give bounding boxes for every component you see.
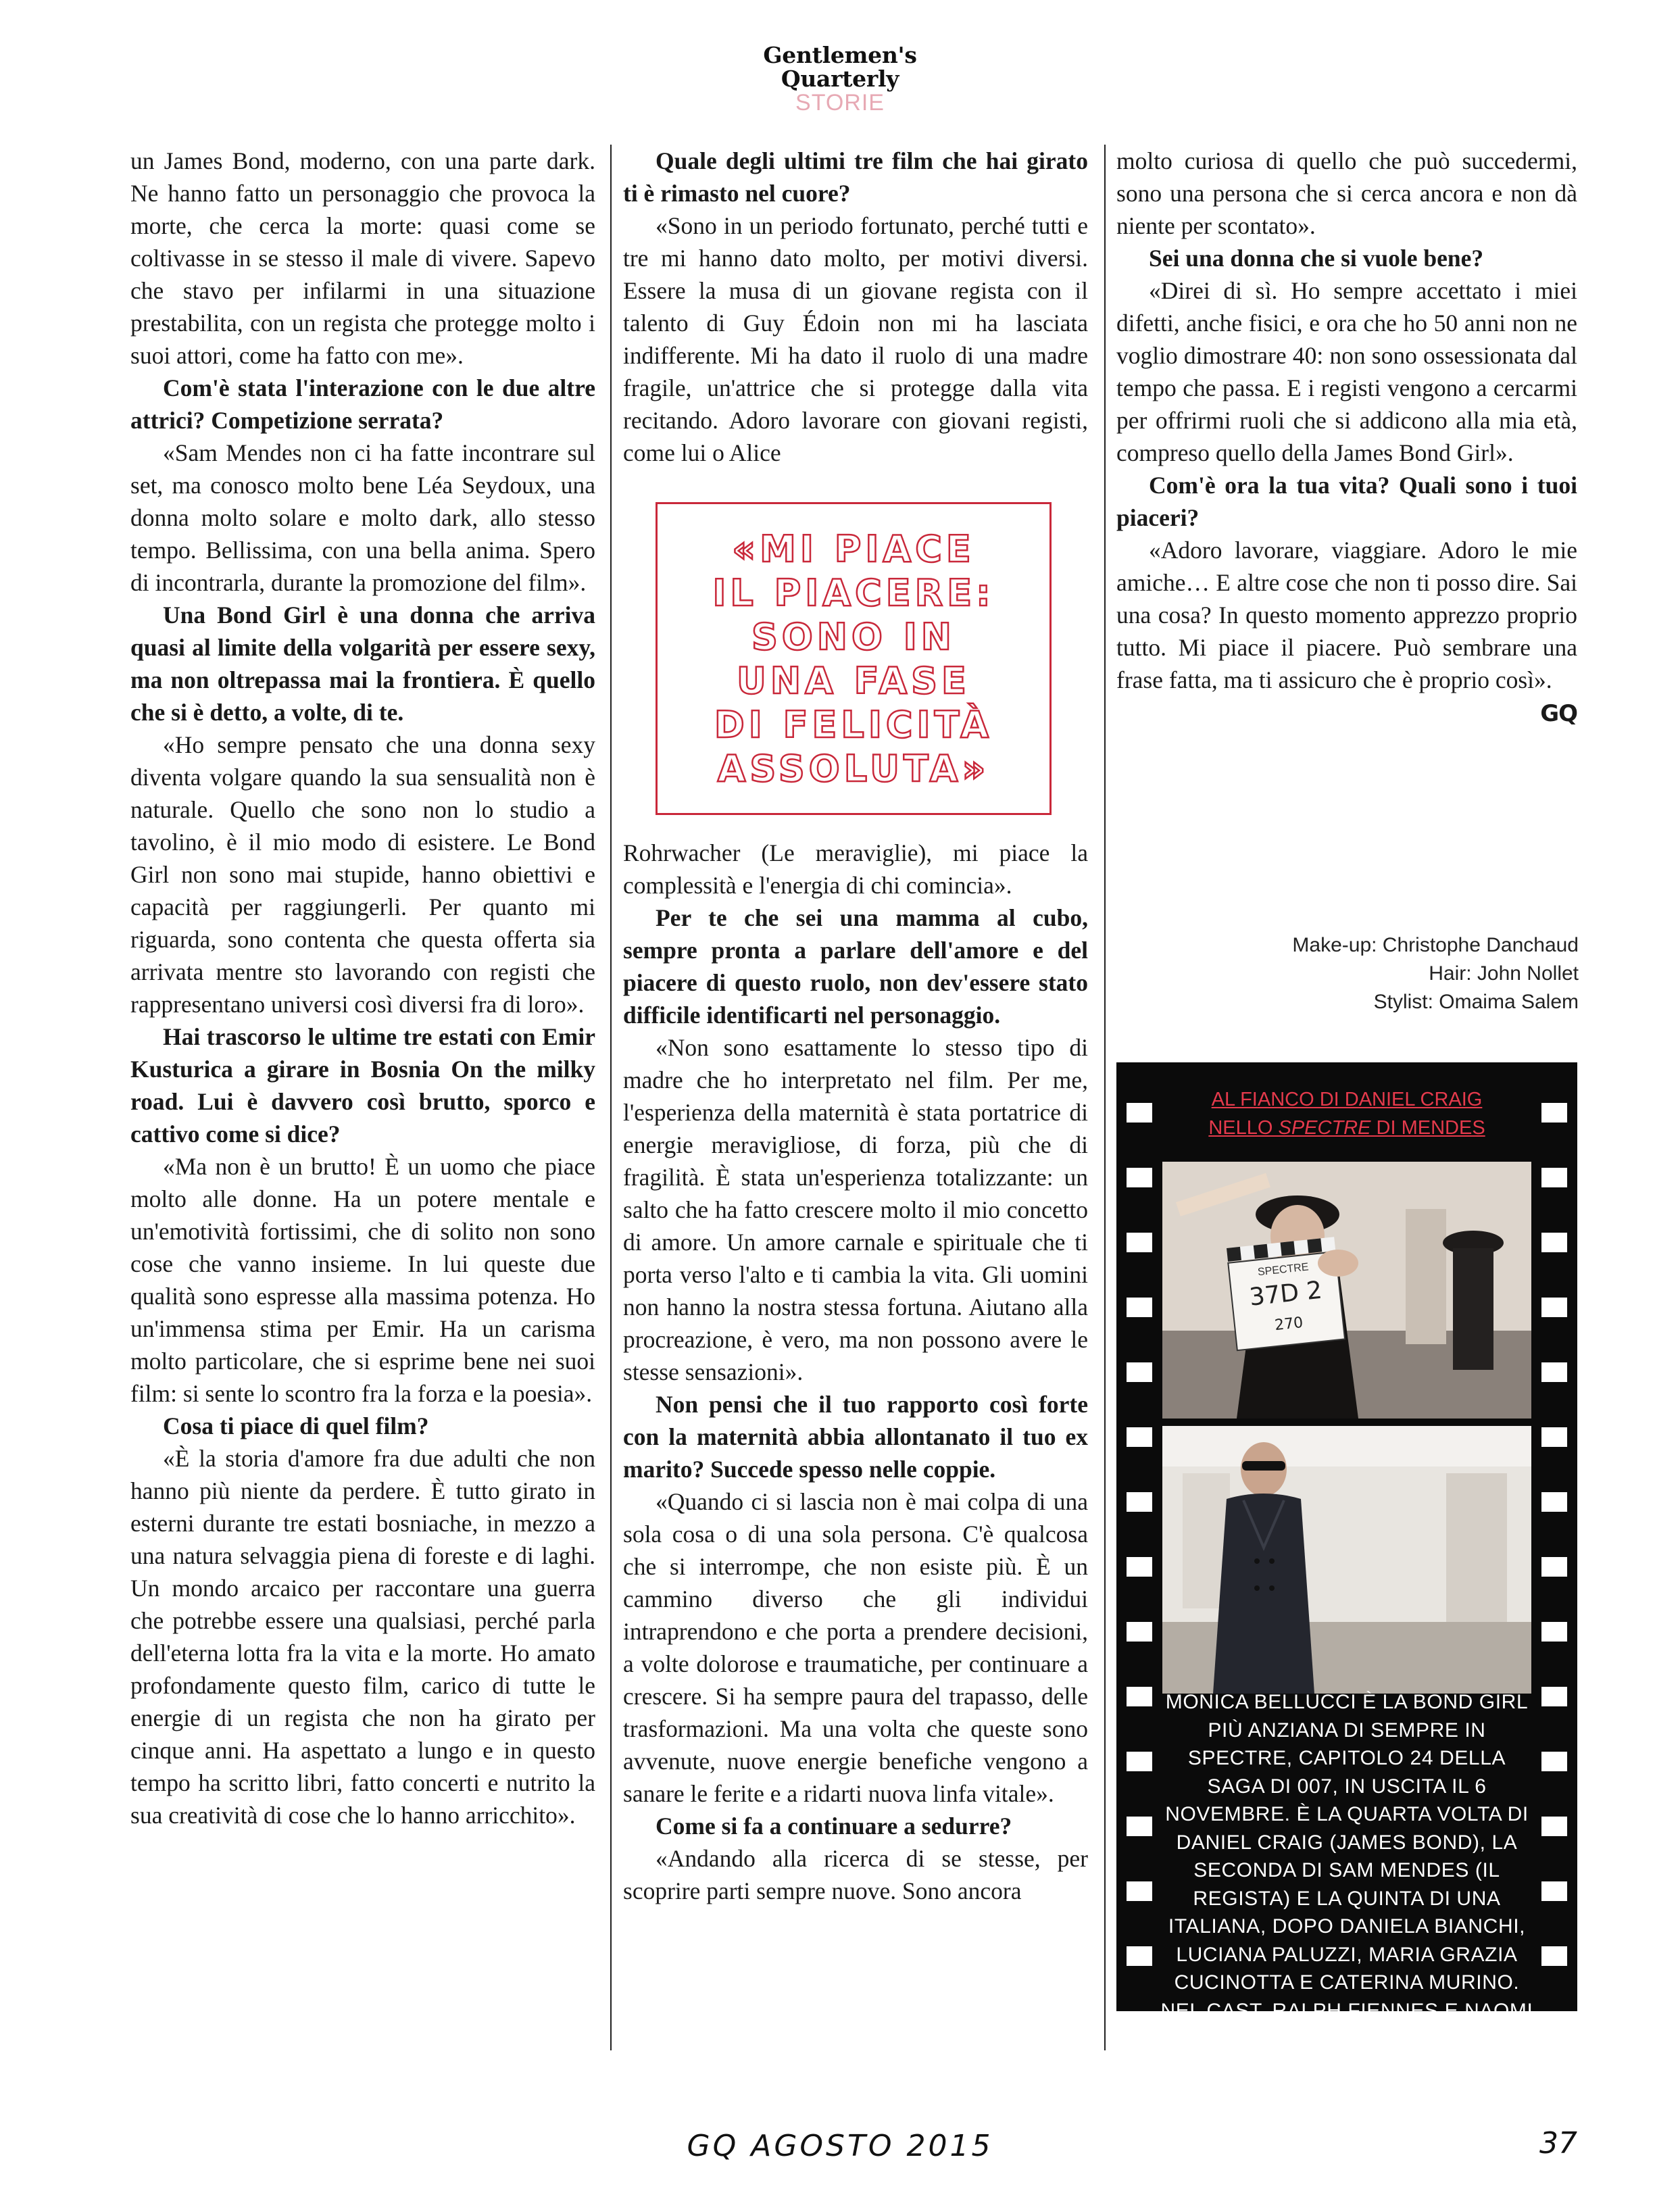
sprocket-hole: [1541, 1233, 1567, 1252]
sprocket-hole: [1541, 1427, 1567, 1447]
sprocket-hole: [1541, 1752, 1567, 1771]
sprocket-hole: [1127, 1557, 1152, 1577]
credit-makeup: Make-up: Christophe Danchaud: [1292, 934, 1579, 956]
sidebar-headline-pre: NELLO: [1208, 1117, 1279, 1139]
article-column-1: [130, 145, 595, 1831]
masthead-line-1: Gentlemen's: [763, 42, 917, 68]
sprocket-hole: [1541, 1817, 1567, 1836]
credit-stylist: Stylist: Omaima Salem: [1373, 991, 1579, 1013]
sidebar-headline-title: SPECTRE: [1278, 1117, 1371, 1139]
sprocket-hole: [1127, 1298, 1152, 1317]
answer: «Sam Mendes non ci ha fatte incontrare sul set, ma conosco molto bene Léa Seydoux, una donna molto solare e molto dark, allo stesso tempo. Bellissima, con una bella anima. Spero di incontrarla, durante la promozione del film».: [130, 439, 595, 596]
sprocket-hole: [1127, 1687, 1152, 1706]
paragraph: Rohrwacher (Le meraviglie), mi piace la complessità e l'energia di chi comincia».: [623, 839, 1088, 899]
sidebar-headline-line-1: AL FIANCO DI DANIEL CRAIG: [1211, 1089, 1483, 1110]
sidebar-caption: MONICA BELLUCCI È LA BOND GIRL PIÙ ANZIANA DI SEMPRE IN SPECTRE, CAPITOLO 24 DELLA SAGA DI 007, IN USCITA IL 6 NOVEMBRE. È LA QUARTA VOLTA DI DANIEL CRAIG (JAMES BOND), LA SECONDA DI SAM MENDES (IL REGISTA) E LA QUINTA DI UNA ITALIANA, DOPO DANIELA BIANCHI, LUCIANA PALUZZI, MARIA GRAZIA CUCINOTTA E CATERINA MURINO. NEL CAST, RALPH FIENNES E NAOMI HARRIS.: [1160, 1691, 1533, 2050]
sprocket-hole: [1541, 1557, 1567, 1577]
paragraph: un James Bond, moderno, con una parte dark. Ne hanno fatto un personaggio che provoca la morte, che cerca la morte: quasi come se coltivasse in se stesso il male di vivere. Sapevo che stavo per infilarmi in una situazione prestabilita, con un regista che protegge molto i suoi attori, come ha fatto con me».: [130, 147, 595, 369]
article-column-2: [623, 145, 1088, 469]
question: Non pensi che il tuo rapporto così forte con la maternità abbia allontanato il tuo ex marito? Succede spesso nelle coppie.: [623, 1391, 1088, 1483]
clapper-title: SPECTRE: [1257, 1261, 1310, 1279]
sprocket-hole: [1127, 1233, 1152, 1252]
question: Sei una donna che si vuole bene?: [1149, 245, 1484, 272]
section-label: STORIE: [795, 90, 885, 116]
article-column-2-continued: [623, 837, 1088, 1907]
answer: «Sono in un periodo fortunato, perché tutti e tre mi hanno dato molto, per motivi diversi. Essere la musa di un giovane regista con il talento di Guy Édoin non mi ha lasciata indifferente. Mi ha dato il ruolo di una madre fragile, un'attrice che si protegge dalla vita recitando. Adoro lavorare con giovani registi, come lui o Alice: [623, 212, 1088, 466]
column-divider-2: [1104, 145, 1106, 2050]
film-strip-sidebar: [1116, 1062, 1577, 2050]
photo-craig-coat: [1162, 1426, 1531, 1694]
article-column-3: [1116, 145, 1577, 730]
sprocket-hole: [1127, 1622, 1152, 1642]
photo-craig-illustration: [1162, 1426, 1531, 1694]
photo-bellucci-clapperboard: [1162, 1162, 1531, 1419]
sprocket-hole: [1541, 1687, 1567, 1706]
sprocket-hole: [1127, 1427, 1152, 1447]
sprocket-hole: [1127, 1168, 1152, 1187]
masthead: [0, 43, 1680, 115]
question: Cosa ti piace di quel film?: [163, 1412, 429, 1439]
answer: «Ho sempre pensato che una donna sexy diventa volgare quando la sua sensualità non è naturale. Quello che sono non lo studio a tavolino, è il mio modo di esistere. Le Bond Girl non sono mai stupide, hanno obiettivi e capacità per raggiungerli. Per quanto mi riguarda, sono contenta che questa offerta sia arrivata mentre sto lavorando con registi che rappresentano universi così diversi fra di loro».: [130, 731, 595, 1018]
sprocket-hole: [1541, 1168, 1567, 1187]
paragraph: molto curiosa di quello che può succedermi, sono una persona che si cerca ancora e non dà niente per scontato».: [1116, 147, 1577, 239]
sprocket-hole: [1127, 1881, 1152, 1901]
sidebar-headline-post: DI MENDES: [1370, 1117, 1485, 1139]
answer: «È la storia d'amore fra due adulti che non hanno più niente da perdere. È tutto girato in esterni durante tre estati bosniache, in mezzo a una natura selvaggia piena di foreste e di laghi. Un mondo arcaico per raccontare una guerra che potrebbe essere una qualsiasi, perché parla dell'eterna lotta fra la vita e la morte. Ho amato profondamente questo film, carico di tutte le energie di un regista che non ha girato per cinque anni. Ha aspettato a lungo e in questo tempo ha scritto libri, fatto concerti e nutrito la sua creatività di cose che lo hanno arricchito».: [130, 1445, 595, 1829]
question: Per te che sei una mamma al cubo, sempre pronta a parlare dell'amore e del piacere di questo ruolo, non dev'essere stato difficile identificarti nel personaggio.: [623, 904, 1088, 1029]
sprocket-hole: [1541, 1362, 1567, 1382]
sprocket-hole: [1127, 1817, 1152, 1836]
sprocket-hole: [1127, 1946, 1152, 1966]
answer: «Direi di sì. Ho sempre accettato i miei difetti, anche fisici, e ora che ho 50 anni non ne voglio dimostrare 40: non sono ossessionata dal tempo che passa. E i registi vengono a cercarmi per offrirmi ruoli che si addicono alla mia età, compreso quello della James Bond Girl».: [1116, 277, 1577, 466]
answer: «Non sono esattamente lo stesso tipo di madre che ho interpretato nel film. Per me, l'esperienza della maternità è stata portatrice di energie meravigliose, di forza, più che di fragilità. È stata un'esperienza totalizzante: un salto che ha fatto crescere molto il mio concetto di amore. Un amore carnale e spirituale che ti porta verso l'alto e ti cambia la vita. Gli uomini non hanno la nostra stessa fortuna. Aiutano alla procreazione, è vero, ma non possono avere le stesse sensazioni».: [623, 1034, 1088, 1385]
answer: «Quando ci si lascia non è mai colpa di una sola cosa o di una sola persona. C'è qualcosa che si interrompe, che non esiste più. È un cammino diverso che gli individui intraprendono e che porta a prendere decisioni, a volte dolorose e traumatiche, per continuare a crescere. Si ha sempre paura del trapasso, delle trasformazioni. Ma una volta che queste sono avvenute, nuove energie benefiche vengono a sanare le ferite e a ridarti nuova linfa vitale».: [623, 1488, 1088, 1807]
question: Com'è stata l'interazione con le due altre attrici? Competizione serrata?: [130, 374, 595, 434]
question: Quale degli ultimi tre film che hai girato ti è rimasto nel cuore?: [623, 147, 1088, 207]
gq-end-mark: GQ: [1540, 700, 1577, 727]
column-divider-1: [610, 145, 612, 2050]
sprocket-hole: [1541, 1492, 1567, 1512]
credit-hair: Hair: John Nollet: [1429, 962, 1579, 985]
sprocket-hole: [1541, 1881, 1567, 1901]
answer: «Ma non è un brutto! È un uomo che piace molto alle donne. Ha un potere mentale e un'emotività fortissimi, che di solito non sono cose che vanno insieme. In lui queste due qualità sono espresse alla massima potenza. Ho un'immensa stima per Emir. Ha un carisma molto particolare, che si esprime bene nei suoi film: si sente lo scontro fra la forza e la poesia».: [130, 1153, 595, 1407]
question: Com'è ora la tua vita? Quali sono i tuoi piaceri?: [1116, 472, 1577, 531]
clapper-take: 270: [1274, 1314, 1304, 1335]
sprocket-hole: [1541, 1622, 1567, 1642]
answer-text: «Adoro lavorare, viaggiare. Adoro le mie amiche… E altre cose che non ti posso dire. Sai una cosa? In questo momento apprezzo proprio tutto. Mi piace il piacere. Può sembrare una frase fatta, ma ti assicuro che è proprio così».: [1116, 537, 1577, 693]
masthead-line-2: Quarterly: [781, 66, 899, 92]
sprocket-hole: [1127, 1103, 1152, 1123]
answer: «Andando alla ricerca di se stesse, per scoprire parti sempre nuove. Sono ancora: [623, 1845, 1088, 1904]
question: Una Bond Girl è una donna che arriva quasi al limite della volgarità per essere sexy, ma non oltrepassa mai la frontiera. È quello che si è detto, a volte, di te.: [130, 601, 595, 726]
sprocket-hole: [1541, 1946, 1567, 1966]
sprocket-hole: [1541, 1103, 1567, 1123]
sprocket-hole: [1127, 1492, 1152, 1512]
sprocket-hole: [1127, 1752, 1152, 1771]
question: Come si fa a continuare a sedurre?: [656, 1812, 1012, 1840]
photo-bellucci-illustration: [1162, 1162, 1531, 1419]
footer-magazine-issue: GQ AGOSTO 2015: [687, 2129, 993, 2163]
photo-credits: [1115, 931, 1579, 1016]
pull-quote-text: «MI PIACE IL PIACERE: SONO IN UNA FASE DI FELICITÀ ASSOLUTA»: [712, 527, 995, 790]
clapper-scene: 37D 2: [1247, 1276, 1324, 1312]
answer: [1116, 534, 1577, 727]
sprocket-hole: [1127, 1362, 1152, 1382]
question: Hai trascorso le ultime tre estati con Emir Kusturica a girare in Bosnia On the milky road. Lui è davvero così brutto, sporco e cattivo come si dice?: [130, 1023, 595, 1148]
sprocket-hole: [1541, 1298, 1567, 1317]
pull-quote: [656, 502, 1052, 815]
sidebar-headline: [1197, 1085, 1496, 1142]
page-number: 37: [1539, 2126, 1577, 2161]
